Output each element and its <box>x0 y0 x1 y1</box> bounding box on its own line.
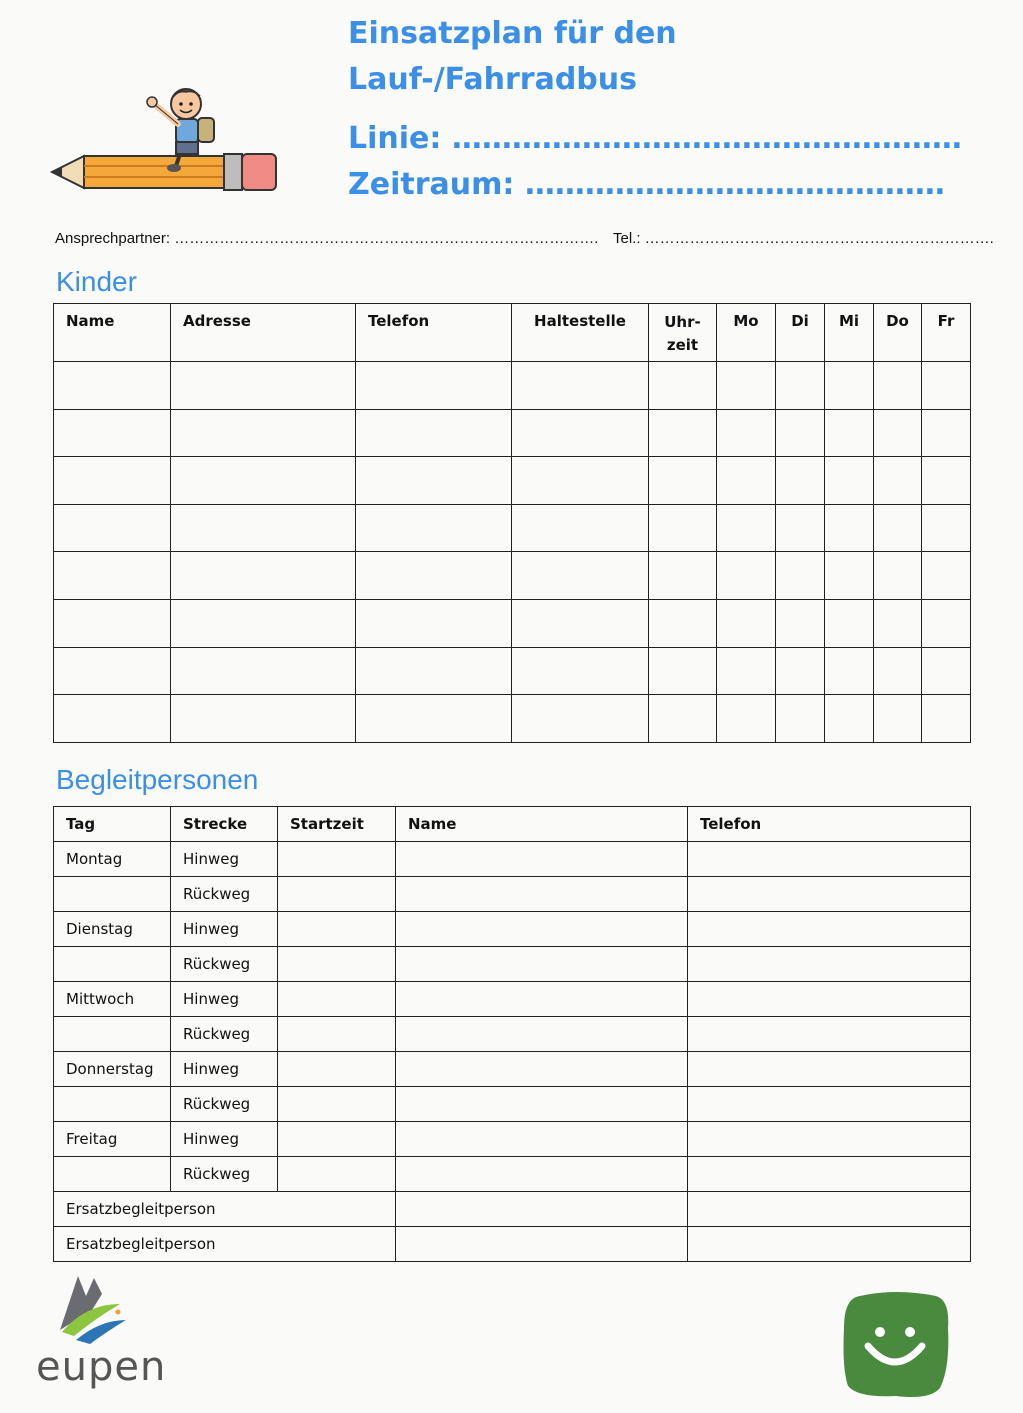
kinder-col-mi: Mi <box>825 304 874 362</box>
begleit-name-cell[interactable] <box>396 842 688 877</box>
begleit-strecke-cell: Rückweg <box>171 1157 278 1192</box>
begleit-strecke-cell: Rückweg <box>171 947 278 982</box>
begleit-startzeit-cell[interactable] <box>278 1052 396 1087</box>
kinder-cell[interactable] <box>717 695 776 743</box>
kinder-cell[interactable] <box>825 695 874 743</box>
begleit-tag-cell: Donnerstag <box>54 1052 171 1087</box>
kinder-col-do: Do <box>874 304 922 362</box>
begleit-startzeit-cell[interactable] <box>278 912 396 947</box>
substitute-row <box>54 1227 971 1262</box>
kinder-cell[interactable] <box>874 409 922 457</box>
begleit-tag-cell <box>54 877 171 912</box>
kinder-cell[interactable] <box>171 647 356 695</box>
begleit-telefon-cell[interactable] <box>688 912 971 947</box>
begleit-telefon-cell[interactable] <box>688 877 971 912</box>
pencil-kid-illustration <box>48 80 288 200</box>
kinder-cell[interactable] <box>922 695 971 743</box>
kinder-cell[interactable] <box>825 504 874 552</box>
kinder-col-haltestelle: Haltestelle <box>512 304 649 362</box>
kinder-cell[interactable] <box>717 504 776 552</box>
kinder-cell[interactable] <box>922 647 971 695</box>
begleit-tag-cell: Montag <box>54 842 171 877</box>
kinder-row <box>54 647 971 695</box>
kinder-cell[interactable] <box>512 647 649 695</box>
begleit-telefon-cell[interactable] <box>688 1087 971 1122</box>
begleit-row <box>54 1017 971 1052</box>
kinder-row <box>54 409 971 457</box>
begleit-row <box>54 982 971 1017</box>
kinder-cell[interactable] <box>825 362 874 410</box>
begleit-section-title: Begleitpersonen <box>56 764 259 795</box>
begleit-row <box>54 1052 971 1087</box>
begleit-startzeit-cell[interactable] <box>278 947 396 982</box>
kinder-cell[interactable] <box>54 409 171 457</box>
kinder-col-fr: Fr <box>922 304 971 362</box>
begleit-row <box>54 1157 971 1192</box>
kinder-cell[interactable] <box>649 362 717 410</box>
begleit-startzeit-cell[interactable] <box>278 877 396 912</box>
kinder-cell[interactable] <box>356 647 512 695</box>
begleit-row <box>54 947 971 982</box>
contact-phone-field: Tel.: ……………………………………………………………. <box>613 230 994 247</box>
kinder-cell[interactable] <box>922 457 971 505</box>
kinder-row <box>54 457 971 505</box>
begleit-telefon-cell[interactable] <box>688 842 971 877</box>
line-field-label: Linie: …………………………………………… <box>348 121 962 156</box>
kinder-cell[interactable] <box>54 695 171 743</box>
begleit-startzeit-cell[interactable] <box>278 982 396 1017</box>
begleit-col-tag: Tag <box>54 807 171 842</box>
kinder-cell[interactable] <box>649 695 717 743</box>
kinder-cell[interactable] <box>776 695 825 743</box>
begleit-header-row <box>54 807 971 842</box>
begleit-telefon-cell[interactable] <box>688 982 971 1017</box>
begleit-row <box>54 1122 971 1157</box>
kinder-cell[interactable] <box>512 504 649 552</box>
kinder-cell[interactable] <box>922 362 971 410</box>
kinder-row <box>54 362 971 410</box>
kinder-cell[interactable] <box>825 552 874 600</box>
kinder-cell[interactable] <box>776 457 825 505</box>
begleit-startzeit-cell[interactable] <box>278 1017 396 1052</box>
begleit-table <box>53 806 971 1262</box>
kinder-cell[interactable] <box>171 457 356 505</box>
kinder-cell[interactable] <box>512 362 649 410</box>
begleit-strecke-cell: Rückweg <box>171 1087 278 1122</box>
kinder-cell[interactable] <box>171 409 356 457</box>
kinder-cell[interactable] <box>649 552 717 600</box>
substitute-name-cell[interactable] <box>396 1227 688 1262</box>
kinder-cell[interactable] <box>717 457 776 505</box>
kinder-cell[interactable] <box>512 457 649 505</box>
kinder-table <box>53 303 971 743</box>
kinder-col-name: Name <box>54 304 171 362</box>
begleit-name-cell[interactable] <box>396 982 688 1017</box>
kinder-cell[interactable] <box>776 409 825 457</box>
kinder-cell[interactable] <box>649 504 717 552</box>
title-line-2: Lauf-/Fahrradbus <box>348 62 637 97</box>
begleit-row <box>54 1087 971 1122</box>
kinder-header-row <box>54 304 971 362</box>
begleit-startzeit-cell[interactable] <box>278 1157 396 1192</box>
kinder-cell[interactable] <box>717 599 776 647</box>
kinder-cell[interactable] <box>54 362 171 410</box>
kinder-cell[interactable] <box>922 409 971 457</box>
begleit-strecke-cell: Rückweg <box>171 1017 278 1052</box>
substitute-phone-cell[interactable] <box>688 1192 971 1227</box>
begleit-telefon-cell[interactable] <box>688 1052 971 1087</box>
begleit-name-cell[interactable] <box>396 912 688 947</box>
kinder-cell[interactable] <box>54 647 171 695</box>
kinder-row <box>54 599 971 647</box>
kinder-cell[interactable] <box>512 695 649 743</box>
kinder-cell[interactable] <box>874 647 922 695</box>
begleit-name-cell[interactable] <box>396 1052 688 1087</box>
kinder-row <box>54 695 971 743</box>
kinder-cell[interactable] <box>171 362 356 410</box>
kinder-cell[interactable] <box>171 504 356 552</box>
begleit-name-cell[interactable] <box>396 1157 688 1192</box>
kinder-cell[interactable] <box>356 504 512 552</box>
begleit-tag-cell: Mittwoch <box>54 982 171 1017</box>
kinder-cell[interactable] <box>717 409 776 457</box>
begleit-strecke-cell: Rückweg <box>171 877 278 912</box>
kinder-col-adresse: Adresse <box>171 304 356 362</box>
kinder-cell[interactable] <box>874 504 922 552</box>
kinder-row <box>54 552 971 600</box>
kinder-cell[interactable] <box>825 599 874 647</box>
kinder-cell[interactable] <box>874 599 922 647</box>
kinder-cell[interactable] <box>874 695 922 743</box>
begleit-telefon-cell[interactable] <box>688 1017 971 1052</box>
kinder-cell[interactable] <box>512 409 649 457</box>
kinder-cell[interactable] <box>922 552 971 600</box>
begleit-telefon-cell[interactable] <box>688 1157 971 1192</box>
kinder-cell[interactable] <box>356 599 512 647</box>
begleit-tag-cell <box>54 1157 171 1192</box>
kinder-cell[interactable] <box>717 552 776 600</box>
kinder-cell[interactable] <box>776 362 825 410</box>
kinder-cell[interactable] <box>356 362 512 410</box>
begleit-telefon-cell[interactable] <box>688 1122 971 1157</box>
begleit-startzeit-cell[interactable] <box>278 1087 396 1122</box>
kinder-cell[interactable] <box>717 362 776 410</box>
kinder-cell[interactable] <box>922 504 971 552</box>
begleit-strecke-cell: Hinweg <box>171 1122 278 1157</box>
substitute-row <box>54 1192 971 1227</box>
begleit-tag-cell <box>54 1017 171 1052</box>
kinder-cell[interactable] <box>54 599 171 647</box>
begleit-name-cell[interactable] <box>396 1122 688 1157</box>
kinder-cell[interactable] <box>54 457 171 505</box>
kinder-cell[interactable] <box>776 504 825 552</box>
begleit-col-name: Name <box>396 807 688 842</box>
begleit-name-cell[interactable] <box>396 1087 688 1122</box>
begleit-tag-cell: Freitag <box>54 1122 171 1157</box>
begleit-row <box>54 842 971 877</box>
begleit-name-cell[interactable] <box>396 877 688 912</box>
kinder-col-uhrzeit: Uhr- zeit <box>649 304 717 362</box>
kinder-cell[interactable] <box>356 552 512 600</box>
begleit-col-telefon: Telefon <box>688 807 971 842</box>
begleit-telefon-cell[interactable] <box>688 947 971 982</box>
eupen-logo-text: eupen <box>36 1344 167 1390</box>
title-line-1: Einsatzplan für den <box>348 16 677 51</box>
begleit-tag-cell: Dienstag <box>54 912 171 947</box>
begleit-row <box>54 912 971 947</box>
kinder-row <box>54 504 971 552</box>
kinder-cell[interactable] <box>171 695 356 743</box>
kinder-cell[interactable] <box>776 599 825 647</box>
begleit-name-cell[interactable] <box>396 1017 688 1052</box>
kinder-cell[interactable] <box>356 409 512 457</box>
begleit-name-cell[interactable] <box>396 947 688 982</box>
substitute-name-cell[interactable] <box>396 1192 688 1227</box>
begleit-tag-cell <box>54 1087 171 1122</box>
begleit-row <box>54 877 971 912</box>
begleit-col-strecke: Strecke <box>171 807 278 842</box>
substitute-label: Ersatzbegleitperson <box>54 1227 396 1262</box>
eupen-logo-mark <box>56 1270 130 1350</box>
kinder-cell[interactable] <box>54 504 171 552</box>
kinder-col-telefon: Telefon <box>356 304 512 362</box>
kinder-cell[interactable] <box>825 457 874 505</box>
begleit-strecke-cell: Hinweg <box>171 1052 278 1087</box>
kinder-cell[interactable] <box>171 599 356 647</box>
kinder-cell[interactable] <box>512 599 649 647</box>
kinder-cell[interactable] <box>649 457 717 505</box>
begleit-col-startzeit: Startzeit <box>278 807 396 842</box>
smiley-icon <box>840 1288 952 1400</box>
kinder-cell[interactable] <box>922 599 971 647</box>
begleit-strecke-cell: Hinweg <box>171 912 278 947</box>
kinder-cell[interactable] <box>825 409 874 457</box>
kinder-section-title: Kinder <box>56 266 137 297</box>
kinder-cell[interactable] <box>776 647 825 695</box>
kinder-cell[interactable] <box>649 599 717 647</box>
kinder-cell[interactable] <box>356 457 512 505</box>
kinder-cell[interactable] <box>171 552 356 600</box>
begleit-strecke-cell: Hinweg <box>171 842 278 877</box>
kinder-cell[interactable] <box>776 552 825 600</box>
kinder-cell[interactable] <box>825 647 874 695</box>
period-field-label: Zeitraum: …………………………………… <box>348 167 945 202</box>
substitute-label: Ersatzbegleitperson <box>54 1192 396 1227</box>
kinder-cell[interactable] <box>874 362 922 410</box>
kinder-cell[interactable] <box>649 409 717 457</box>
begleit-tag-cell <box>54 947 171 982</box>
begleit-startzeit-cell[interactable] <box>278 1122 396 1157</box>
kinder-cell[interactable] <box>512 552 649 600</box>
contact-person-field: Ansprechpartner: …………………………………………………………………………. <box>55 230 599 247</box>
kinder-cell[interactable] <box>717 647 776 695</box>
kinder-col-mo: Mo <box>717 304 776 362</box>
kinder-cell[interactable] <box>649 647 717 695</box>
begleit-strecke-cell: Hinweg <box>171 982 278 1017</box>
begleit-startzeit-cell[interactable] <box>278 842 396 877</box>
kinder-cell[interactable] <box>356 695 512 743</box>
kinder-cell[interactable] <box>874 457 922 505</box>
substitute-phone-cell[interactable] <box>688 1227 971 1262</box>
kinder-cell[interactable] <box>874 552 922 600</box>
kinder-cell[interactable] <box>54 552 171 600</box>
kinder-col-di: Di <box>776 304 825 362</box>
